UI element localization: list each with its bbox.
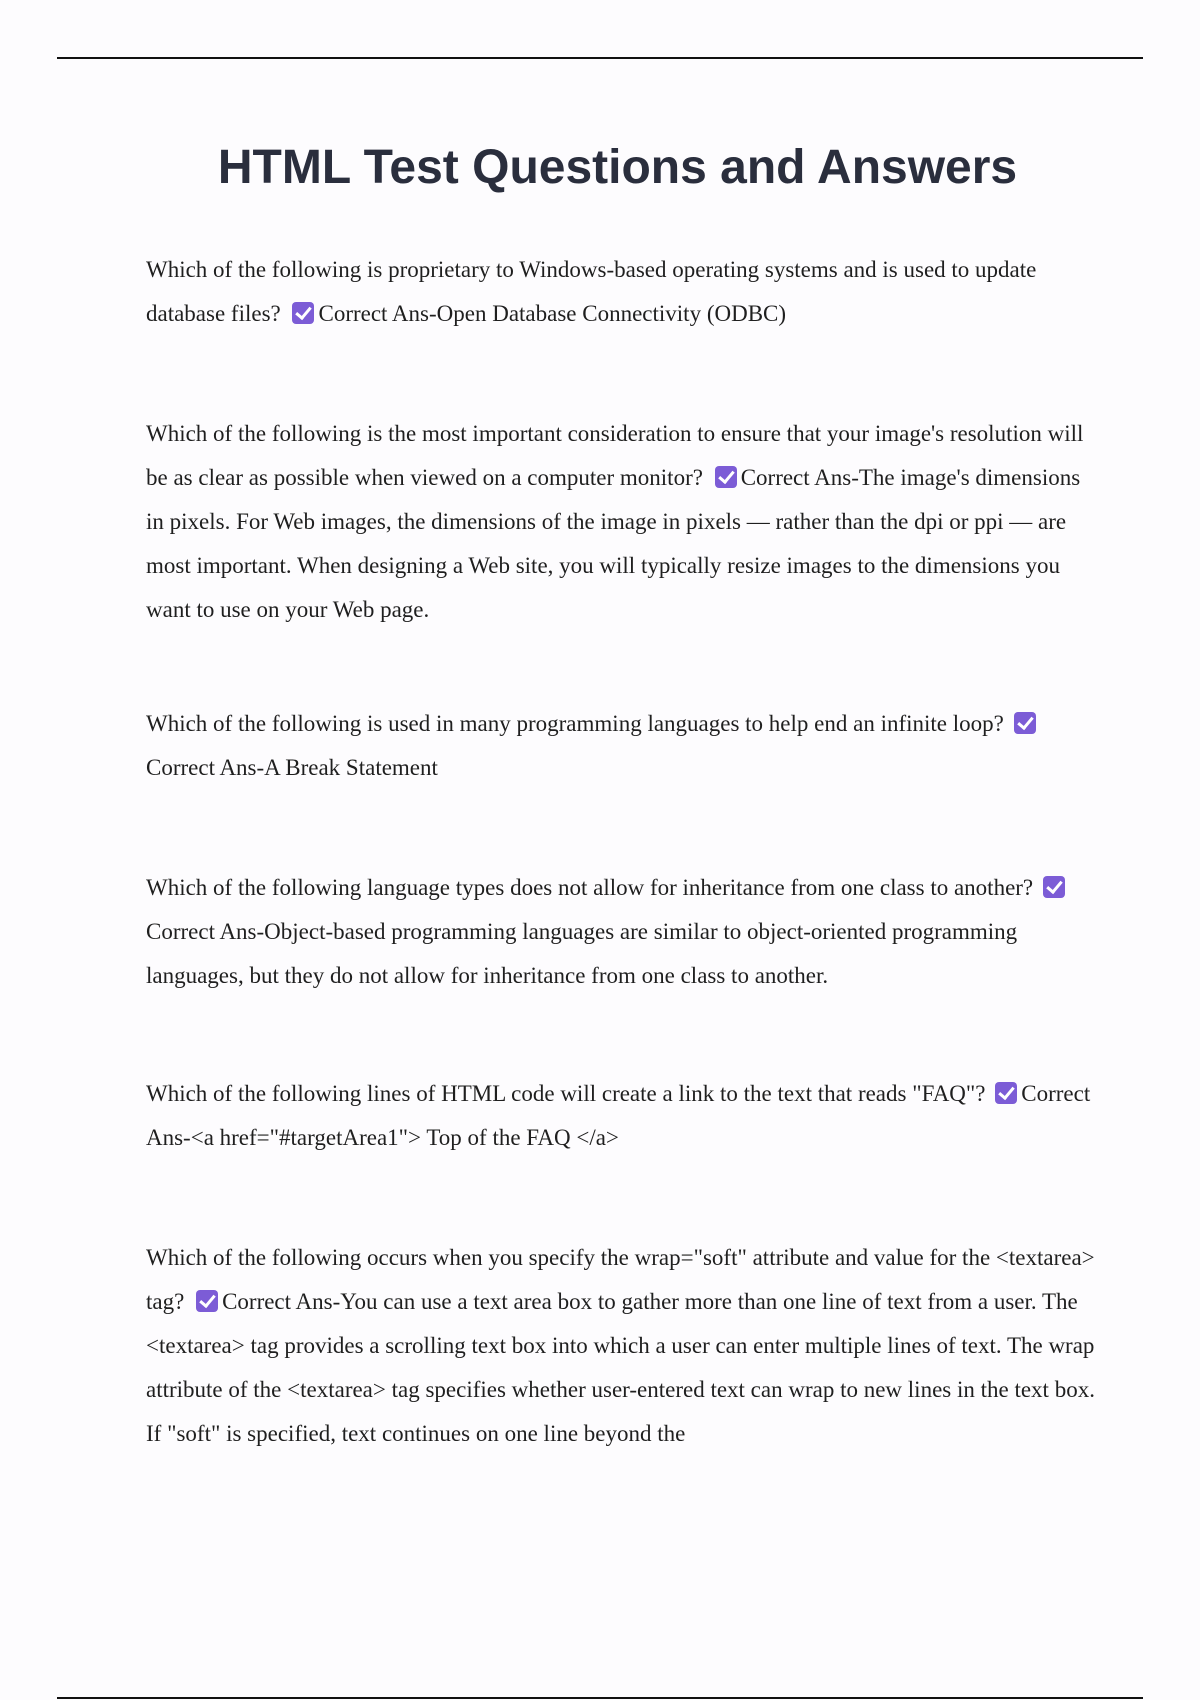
qa-item (146, 866, 1096, 998)
bottom-divider (57, 1697, 1143, 1699)
answer-text: Correct Ans-Open Database Connectivity (ODBC) (318, 301, 787, 326)
question-text: Which of the following occurs when you specify the wrap="soft" attribute and value for the <textarea> tag? (146, 1245, 1095, 1314)
answer-text: Correct Ans-You can use a text area box to gather more than one line of text from a user. The <textarea> tag provides a scrolling text box into which a user can enter multiple lines of text. The wrap attribute of the <textarea> tag specifies whether user-entered text can wrap to new lines in the text box. If "soft" is specified, text continues on one line beyond the (146, 1289, 1095, 1446)
check-box-icon (196, 1290, 218, 1312)
question-text: Which of the following language types does not allow for inheritance from one class to another? (146, 875, 1034, 900)
answer-text: Correct Ans-<a href="#targetArea1"> Top of the FAQ </a> (146, 1081, 1091, 1150)
check-box-icon (1014, 712, 1036, 734)
qa-item (146, 1236, 1096, 1456)
check-box-icon (715, 466, 737, 488)
qa-item (146, 1072, 1096, 1160)
question-text: Which of the following lines of HTML code will create a link to the text that reads "FAQ"? (146, 1081, 986, 1106)
qa-item (146, 248, 1096, 336)
question-text: Which of the following is used in many programming languages to help end an infinite loop? (146, 711, 1004, 736)
page-title: HTML Test Questions and Answers (217, 141, 1018, 194)
question-text: Which of the following is the most important consideration to ensure that your image's resolution will be as clear as possible when viewed on a computer monitor? (146, 421, 1084, 490)
check-box-icon (292, 302, 314, 324)
answer-text: Correct Ans-Object-based programming languages are similar to object-oriented programming languages, but they do not allow for inheritance from one class to another. (146, 919, 1018, 988)
answer-text: Correct Ans-The image's dimensions in pixels. For Web images, the dimensions of the image in pixels — rather than the dpi or ppi — are most important. When designing a Web site, you will typically resize images to the dimensions you want to use on your Web page. (146, 465, 1081, 622)
qa-item (146, 702, 1096, 790)
check-box-icon (1043, 876, 1065, 898)
check-box-icon (995, 1082, 1017, 1104)
qa-item (146, 412, 1096, 632)
answer-text: Correct Ans-A Break Statement (146, 755, 438, 780)
question-text: Which of the following is proprietary to Windows-based operating systems and is used to update database files? (146, 257, 1037, 326)
top-divider (57, 57, 1143, 59)
